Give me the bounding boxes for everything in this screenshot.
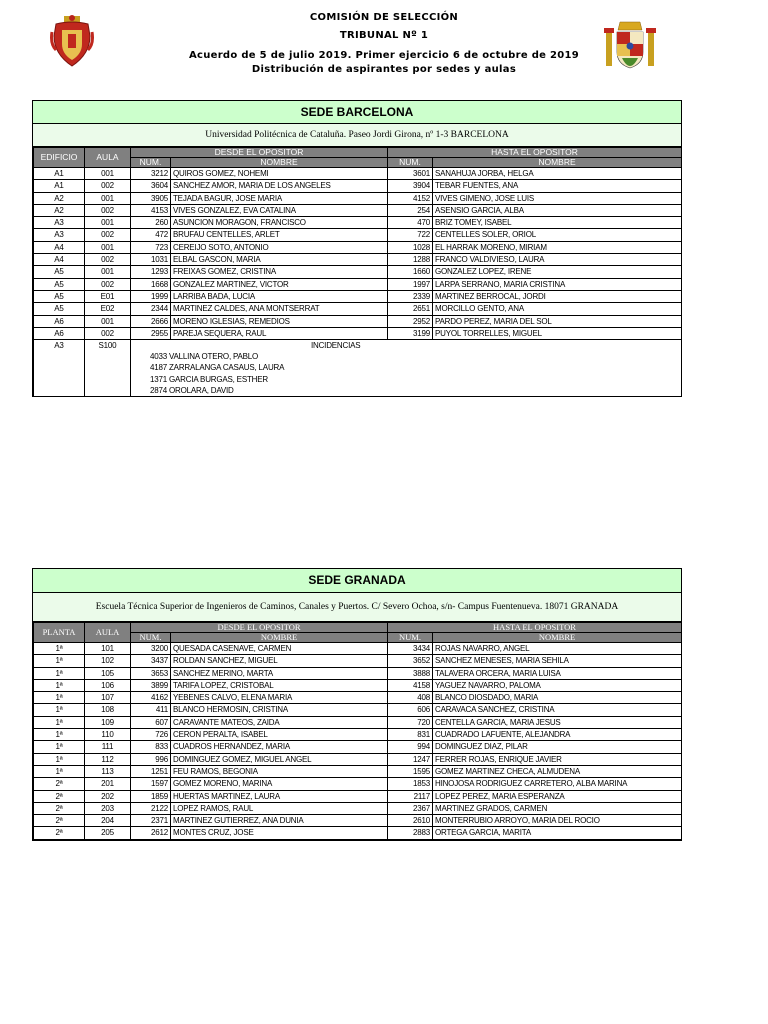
- room-cell: 001: [85, 315, 131, 327]
- to-name-cell: BLANCO DIOSDADO, MARIA: [433, 692, 682, 704]
- building-cell: 1ª: [34, 655, 85, 667]
- to-name-cell: TALAVERA ORCERA, MARIA LUISA: [433, 667, 682, 679]
- to-num-cell: 3904: [388, 180, 433, 192]
- table-row: [34, 241, 682, 253]
- room-cell: 109: [85, 716, 131, 728]
- room-cell: E01: [85, 290, 131, 302]
- to-name-cell: CARAVACA SANCHEZ, CRISTINA: [433, 704, 682, 716]
- col-header-from: DESDE EL OPOSITOR: [131, 623, 388, 633]
- table-row: [34, 741, 682, 753]
- room-cell: 001: [85, 168, 131, 180]
- col-header-building: EDIFICIO: [34, 148, 85, 168]
- building-cell: A6: [34, 315, 85, 327]
- from-name-cell: ASUNCION MORAGON, FRANCISCO: [171, 217, 388, 229]
- from-num-cell: 3899: [131, 679, 171, 691]
- building-cell: A5: [34, 303, 85, 315]
- room-cell: 203: [85, 802, 131, 814]
- room-cell: 001: [85, 241, 131, 253]
- building-cell: A1: [34, 180, 85, 192]
- to-name-cell: MARTINEZ GRADOS, CARMEN: [433, 802, 682, 814]
- incidencia-item: [131, 351, 681, 362]
- building-cell: 2ª: [34, 802, 85, 814]
- table-row: [34, 765, 682, 777]
- to-num-cell: 1853: [388, 778, 433, 790]
- from-num-cell: 3437: [131, 655, 171, 667]
- sede-granada-address: Escuela Técnica Superior de Ingenieros de Caminos, Canales y Puertos. C/ Severo Ochoa, s/n- Campus Fuentenueva. 18071 GRANADA: [33, 593, 681, 622]
- incidencia-num: 4033: [150, 352, 167, 362]
- col-header-to: HASTA EL OPOSITOR: [388, 148, 682, 158]
- building-cell: 1ª: [34, 704, 85, 716]
- room-cell: 108: [85, 704, 131, 716]
- to-name-cell: CENTELLES SOLER, ORIOL: [433, 229, 682, 241]
- building-cell: 2ª: [34, 790, 85, 802]
- to-name-cell: HINOJOSA RODRIGUEZ CARRETERO, ALBA MARINA: [433, 778, 682, 790]
- table-row: [34, 753, 682, 765]
- building-cell: 1ª: [34, 716, 85, 728]
- to-name-cell: GOMEZ MARTINEZ CHECA, ALMUDENA: [433, 765, 682, 777]
- building-cell: A4: [34, 254, 85, 266]
- room-cell: 201: [85, 778, 131, 790]
- room-cell: 112: [85, 753, 131, 765]
- from-num-cell: 260: [131, 217, 171, 229]
- table-row: [34, 229, 682, 241]
- table-row: [34, 168, 682, 180]
- building-cell: 2ª: [34, 827, 85, 839]
- to-name-cell: GONZALEZ LOPEZ, IRENE: [433, 266, 682, 278]
- room-cell: E02: [85, 303, 131, 315]
- from-name-cell: LOPEZ RAMOS, RAUL: [171, 802, 388, 814]
- from-num-cell: 411: [131, 704, 171, 716]
- room-cell: 002: [85, 254, 131, 266]
- col-header-name-to: NOMBRE: [433, 158, 682, 168]
- table-row: [34, 217, 682, 229]
- room-cell: 202: [85, 790, 131, 802]
- from-num-cell: 3212: [131, 168, 171, 180]
- from-name-cell: GONZALEZ MARTINEZ, VICTOR: [171, 278, 388, 290]
- to-num-cell: 722: [388, 229, 433, 241]
- to-name-cell: MARTINEZ BERROCAL, JORDI: [433, 290, 682, 302]
- table-row: [34, 827, 682, 839]
- from-name-cell: CERON PERALTA, ISABEL: [171, 729, 388, 741]
- barcelona-distribution-table: [33, 147, 682, 396]
- sede-barcelona-address: Universidad Politécnica de Cataluña. Paseo Jordi Girona, nº 1-3 BARCELONA: [33, 124, 681, 147]
- from-num-cell: 1031: [131, 254, 171, 266]
- from-name-cell: HUERTAS MARTINEZ, LAURA: [171, 790, 388, 802]
- to-name-cell: PARDO PEREZ, MARIA DEL SOL: [433, 315, 682, 327]
- table-row: [34, 315, 682, 327]
- room-cell: 113: [85, 765, 131, 777]
- building-cell: 1ª: [34, 765, 85, 777]
- from-num-cell: 1293: [131, 266, 171, 278]
- from-num-cell: 1999: [131, 290, 171, 302]
- to-num-cell: 3652: [388, 655, 433, 667]
- to-name-cell: LARPA SERRANO, MARIA CRISTINA: [433, 278, 682, 290]
- room-cell: 205: [85, 827, 131, 839]
- from-name-cell: QUIROS GOMEZ, NOHEMI: [171, 168, 388, 180]
- room-cell: 106: [85, 679, 131, 691]
- room-cell: 110: [85, 729, 131, 741]
- to-num-cell: 3888: [388, 667, 433, 679]
- incidencias-building: A3: [34, 340, 85, 397]
- building-cell: A3: [34, 229, 85, 241]
- to-num-cell: 2610: [388, 815, 433, 827]
- incidencias-row: [34, 340, 682, 397]
- to-num-cell: 2339: [388, 290, 433, 302]
- building-cell: 1ª: [34, 729, 85, 741]
- to-name-cell: LOPEZ PEREZ, MARIA ESPERANZA: [433, 790, 682, 802]
- to-name-cell: FERRER ROJAS, ENRIQUE JAVIER: [433, 753, 682, 765]
- to-name-cell: SANCHEZ MENESES, MARIA SEHILA: [433, 655, 682, 667]
- sede-granada-section: [32, 568, 682, 841]
- building-cell: A5: [34, 266, 85, 278]
- from-name-cell: MORENO IGLESIAS, REMEDIOS: [171, 315, 388, 327]
- room-cell: 002: [85, 327, 131, 339]
- to-name-cell: DOMINGUEZ DIAZ, PILAR: [433, 741, 682, 753]
- from-num-cell: 3653: [131, 667, 171, 679]
- to-num-cell: 3199: [388, 327, 433, 339]
- from-num-cell: 1668: [131, 278, 171, 290]
- from-num-cell: 1597: [131, 778, 171, 790]
- building-cell: A6: [34, 327, 85, 339]
- table-row: [34, 679, 682, 691]
- room-cell: 102: [85, 655, 131, 667]
- from-name-cell: ROLDAN SANCHEZ, MIGUEL: [171, 655, 388, 667]
- from-name-cell: ELBAL GASCON, MARIA: [171, 254, 388, 266]
- from-name-cell: CUADROS HERNANDEZ, MARIA: [171, 741, 388, 753]
- incidencia-name: OROLARA, DAVID: [169, 386, 234, 396]
- incidencia-item: [131, 362, 681, 373]
- building-cell: 1ª: [34, 667, 85, 679]
- from-num-cell: 833: [131, 741, 171, 753]
- building-cell: 1ª: [34, 692, 85, 704]
- spain-coat-of-arms-icon: [604, 20, 656, 70]
- table-row: [34, 802, 682, 814]
- from-name-cell: SANCHEZ MERINO, MARTA: [171, 667, 388, 679]
- from-num-cell: 3200: [131, 643, 171, 655]
- to-name-cell: ROJAS NAVARRO, ANGEL: [433, 643, 682, 655]
- sede-barcelona-title: SEDE BARCELONA: [33, 101, 681, 124]
- from-num-cell: 2344: [131, 303, 171, 315]
- to-name-cell: FRANCO VALDIVIESO, LAURA: [433, 254, 682, 266]
- table-row: [34, 327, 682, 339]
- incidencias-cell: [131, 340, 682, 397]
- from-num-cell: 3604: [131, 180, 171, 192]
- from-num-cell: 4162: [131, 692, 171, 704]
- room-cell: 111: [85, 741, 131, 753]
- from-name-cell: FREIXAS GOMEZ, CRISTINA: [171, 266, 388, 278]
- from-name-cell: TARIFA LOPEZ, CRISTOBAL: [171, 679, 388, 691]
- to-num-cell: 4152: [388, 192, 433, 204]
- building-cell: 1ª: [34, 741, 85, 753]
- to-name-cell: TEBAR FUENTES, ANA: [433, 180, 682, 192]
- document-header: [0, 0, 768, 90]
- incidencia-num: 1371: [150, 374, 167, 384]
- from-num-cell: 723: [131, 241, 171, 253]
- to-num-cell: 2117: [388, 790, 433, 802]
- col-header-room: AULA: [85, 148, 131, 168]
- from-num-cell: 726: [131, 729, 171, 741]
- incidencia-item: [131, 374, 681, 385]
- agreement-line: Acuerdo de 5 de julio 2019. Primer ejercicio 6 de octubre de 2019: [188, 50, 580, 61]
- distribution-line: Distribución de aspirantes por sedes y aulas: [251, 64, 517, 75]
- table-row: [34, 692, 682, 704]
- from-num-cell: 1251: [131, 765, 171, 777]
- room-cell: 001: [85, 192, 131, 204]
- to-num-cell: 1997: [388, 278, 433, 290]
- from-num-cell: 996: [131, 753, 171, 765]
- table-row: [34, 667, 682, 679]
- to-name-cell: VIVES GIMENO, JOSE LUIS: [433, 192, 682, 204]
- incidencia-name: GARCIA BURGAS, ESTHER: [169, 374, 268, 384]
- room-cell: 105: [85, 667, 131, 679]
- commission-title: COMISIÓN DE SELECCIÓN: [309, 12, 459, 23]
- to-num-cell: 408: [388, 692, 433, 704]
- from-num-cell: 3905: [131, 192, 171, 204]
- to-name-cell: BRIZ TOMEY, ISABEL: [433, 217, 682, 229]
- from-num-cell: 4153: [131, 204, 171, 216]
- building-cell: A4: [34, 241, 85, 253]
- to-num-cell: 1247: [388, 753, 433, 765]
- to-num-cell: 2952: [388, 315, 433, 327]
- building-cell: A5: [34, 290, 85, 302]
- table-row: [34, 266, 682, 278]
- tribunal-title: TRIBUNAL Nº 1: [339, 30, 429, 41]
- from-name-cell: PAREJA SEQUERA, RAUL: [171, 327, 388, 339]
- from-name-cell: CARAVANTE MATEOS, ZAIDA: [171, 716, 388, 728]
- table-row: [34, 643, 682, 655]
- to-num-cell: 4158: [388, 679, 433, 691]
- table-row: [34, 290, 682, 302]
- col-header-num-from: NUM.: [131, 158, 171, 168]
- to-name-cell: SANAHUJA JORBA, HELGA: [433, 168, 682, 180]
- incidencias-room: S100: [85, 340, 131, 397]
- table-row: [34, 655, 682, 667]
- to-name-cell: EL HARRAK MORENO, MIRIAM: [433, 241, 682, 253]
- building-cell: 2ª: [34, 815, 85, 827]
- from-name-cell: DOMINGUEZ GOMEZ, MIGUEL ANGEL: [171, 753, 388, 765]
- from-num-cell: 2955: [131, 327, 171, 339]
- room-cell: 204: [85, 815, 131, 827]
- incidencia-name: VALLINA OTERO, PABLO: [169, 352, 259, 362]
- sede-barcelona-section: [32, 100, 682, 397]
- col-header-num-to: NUM.: [388, 633, 433, 643]
- building-cell: A2: [34, 204, 85, 216]
- table-row: [34, 254, 682, 266]
- from-name-cell: LARRIBA BADA, LUCIA: [171, 290, 388, 302]
- to-num-cell: 1595: [388, 765, 433, 777]
- table-row: [34, 192, 682, 204]
- table-row: [34, 204, 682, 216]
- to-name-cell: CENTELLA GARCIA, MARIA JESUS: [433, 716, 682, 728]
- col-header-name-to: NOMBRE: [433, 633, 682, 643]
- table-row: [34, 180, 682, 192]
- to-num-cell: 1660: [388, 266, 433, 278]
- incidencia-item: [131, 385, 681, 396]
- room-cell: 107: [85, 692, 131, 704]
- table-row: [34, 303, 682, 315]
- to-num-cell: 3601: [388, 168, 433, 180]
- to-name-cell: ORTEGA GARCIA, MARITA: [433, 827, 682, 839]
- to-num-cell: 2883: [388, 827, 433, 839]
- to-num-cell: 470: [388, 217, 433, 229]
- from-name-cell: FEU RAMOS, BEGONIA: [171, 765, 388, 777]
- incidencia-num: 4187: [150, 363, 167, 373]
- from-name-cell: SANCHEZ AMOR, MARIA DE LOS ANGELES: [171, 180, 388, 192]
- room-cell: 002: [85, 204, 131, 216]
- table-row: [34, 778, 682, 790]
- incidencia-name: ZARRALANGA CASAUS, LAURA: [169, 363, 285, 373]
- to-num-cell: 1028: [388, 241, 433, 253]
- from-name-cell: MARTINEZ GUTIERREZ, ANA DUNIA: [171, 815, 388, 827]
- table-row: [34, 729, 682, 741]
- room-cell: 002: [85, 229, 131, 241]
- from-name-cell: VIVES GONZALEZ, EVA CATALINA: [171, 204, 388, 216]
- from-name-cell: BLANCO HERMOSIN, CRISTINA: [171, 704, 388, 716]
- to-name-cell: YAGUEZ NAVARRO, PALOMA: [433, 679, 682, 691]
- table-row: [34, 815, 682, 827]
- from-name-cell: MONTES CRUZ, JOSE: [171, 827, 388, 839]
- from-num-cell: 607: [131, 716, 171, 728]
- to-name-cell: MONTERRUBIO ARROYO, MARIA DEL ROCIO: [433, 815, 682, 827]
- to-num-cell: 2367: [388, 802, 433, 814]
- to-num-cell: 720: [388, 716, 433, 728]
- col-header-name-from: NOMBRE: [171, 633, 388, 643]
- col-header-room: AULA: [85, 623, 131, 643]
- room-cell: 002: [85, 180, 131, 192]
- col-header-floor: PLANTA: [34, 623, 85, 643]
- to-name-cell: PUYOL TORRELLES, MIGUEL: [433, 327, 682, 339]
- granada-distribution-table: [33, 622, 682, 840]
- to-num-cell: 3434: [388, 643, 433, 655]
- from-num-cell: 2122: [131, 802, 171, 814]
- incidencias-label: INCIDENCIAS: [311, 341, 361, 351]
- col-header-to: HASTA EL OPOSITOR: [388, 623, 682, 633]
- to-num-cell: 606: [388, 704, 433, 716]
- from-name-cell: YEBENES CALVO, ELENA MARIA: [171, 692, 388, 704]
- to-num-cell: 2651: [388, 303, 433, 315]
- table-row: [34, 716, 682, 728]
- from-num-cell: 2666: [131, 315, 171, 327]
- col-header-num-from: NUM.: [131, 633, 171, 643]
- from-name-cell: QUESADA CASENAVE, CARMEN: [171, 643, 388, 655]
- room-cell: 001: [85, 266, 131, 278]
- table-row: [34, 704, 682, 716]
- to-name-cell: ASENSIO GARCIA, ALBA: [433, 204, 682, 216]
- col-header-num-to: NUM.: [388, 158, 433, 168]
- building-cell: 1ª: [34, 643, 85, 655]
- sede-granada-title: SEDE GRANADA: [33, 569, 681, 593]
- room-cell: 002: [85, 278, 131, 290]
- from-name-cell: TEJADA BAGUR, JOSE MARIA: [171, 192, 388, 204]
- from-name-cell: CEREIJO SOTO, ANTONIO: [171, 241, 388, 253]
- from-num-cell: 472: [131, 229, 171, 241]
- building-cell: 1ª: [34, 679, 85, 691]
- table-row: [34, 790, 682, 802]
- col-header-name-from: NOMBRE: [171, 158, 388, 168]
- from-name-cell: GOMEZ MORENO, MARINA: [171, 778, 388, 790]
- table-row: [34, 278, 682, 290]
- col-header-from: DESDE EL OPOSITOR: [131, 148, 388, 158]
- incidencia-num: 2874: [150, 386, 167, 396]
- building-cell: A3: [34, 217, 85, 229]
- building-cell: 1ª: [34, 753, 85, 765]
- to-num-cell: 1288: [388, 254, 433, 266]
- from-num-cell: 2371: [131, 815, 171, 827]
- from-num-cell: 1859: [131, 790, 171, 802]
- to-num-cell: 994: [388, 741, 433, 753]
- building-cell: A2: [34, 192, 85, 204]
- building-cell: A1: [34, 168, 85, 180]
- building-cell: A5: [34, 278, 85, 290]
- room-cell: 001: [85, 217, 131, 229]
- room-cell: 101: [85, 643, 131, 655]
- building-cell: 2ª: [34, 778, 85, 790]
- incidencias-list: [131, 351, 681, 396]
- to-name-cell: MORCILLO GENTO, ANA: [433, 303, 682, 315]
- from-name-cell: BRUFAU CENTELLES, ARLET: [171, 229, 388, 241]
- to-num-cell: 831: [388, 729, 433, 741]
- to-num-cell: 254: [388, 204, 433, 216]
- from-num-cell: 2612: [131, 827, 171, 839]
- to-name-cell: CUADRADO LAFUENTE, ALEJANDRA: [433, 729, 682, 741]
- from-name-cell: MARTINEZ CALDES, ANA MONTSERRAT: [171, 303, 388, 315]
